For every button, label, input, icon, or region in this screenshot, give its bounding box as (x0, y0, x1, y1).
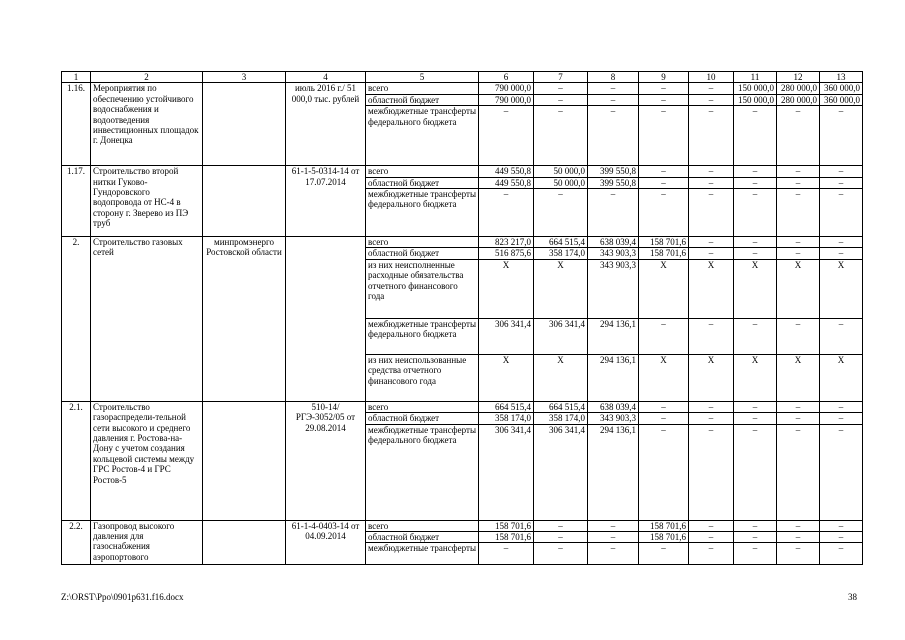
amount-cell: 790 000,0 (479, 83, 534, 94)
amount-cell: – (777, 189, 820, 237)
amount-cell: 358 174,0 (534, 248, 588, 259)
item-executor: минпромэнерго Ростовской области (203, 237, 286, 402)
amount-cell: – (734, 106, 777, 166)
amount-cell: – (689, 177, 734, 188)
item-name: Строительство второй нитки Гуково-Гундоровского водопровода от НС-4 в сторону г. Зверево из ПЭ труб (91, 166, 203, 237)
amount-cell: X (534, 259, 588, 318)
item-name: Строительство газовых сетей (91, 237, 203, 402)
amount-cell: 360 000,0 (820, 94, 863, 105)
col-header: 1 (62, 72, 91, 83)
amount-cell: X (777, 259, 820, 318)
table-row (62, 237, 863, 248)
amount-cell: X (777, 354, 820, 401)
item-document: 510-14/РГЭ-3052/05 от 29.08.2014 (286, 401, 366, 520)
amount-cell: – (820, 189, 863, 237)
col-header: 11 (734, 72, 777, 83)
file-path: Z:\ORST\Ppo\0901p631.f16.docx (61, 592, 184, 602)
amount-cell: – (689, 106, 734, 166)
budget-table (61, 71, 863, 565)
amount-cell: X (689, 259, 734, 318)
amount-cell: 50 000,0 (534, 177, 588, 188)
amount-cell: – (534, 543, 588, 565)
amount-cell: 823 217,0 (479, 237, 534, 248)
amount-cell: X (639, 354, 689, 401)
amount-cell: – (689, 94, 734, 105)
table-body (62, 83, 863, 565)
item-document: 61-1-5-0314-14 от 17.07.2014 (286, 166, 366, 237)
amount-cell: 358 174,0 (479, 413, 534, 424)
amount-cell: 280 000,0 (777, 83, 820, 94)
amount-cell: 360 000,0 (820, 83, 863, 94)
funding-source: всего (366, 83, 479, 94)
amount-cell: – (689, 532, 734, 543)
funding-source: областной бюджет (366, 94, 479, 105)
amount-cell: 158 701,6 (639, 237, 689, 248)
item-name: Газопровод высокого давления для газоснабжения аэропортового (91, 520, 203, 565)
amount-cell: – (639, 401, 689, 412)
header-row (62, 72, 863, 83)
amount-cell: 294 136,1 (588, 318, 639, 354)
amount-cell: – (534, 83, 588, 94)
amount-cell: 358 174,0 (534, 413, 588, 424)
amount-cell: – (734, 318, 777, 354)
amount-cell: – (820, 318, 863, 354)
amount-cell: – (534, 189, 588, 237)
funding-source: всего (366, 237, 479, 248)
funding-source: межбюджетные трансферты федерального бюджета (366, 318, 479, 354)
amount-cell: – (777, 106, 820, 166)
amount-cell: – (734, 189, 777, 237)
amount-cell: 790 000,0 (479, 94, 534, 105)
table-row (62, 166, 863, 177)
amount-cell: – (820, 166, 863, 177)
table-row (62, 520, 863, 531)
amount-cell: 449 550,8 (479, 166, 534, 177)
item-name: Мероприятия по обеспечению устойчивого водоснабжения и водоотведения инвестиционных площадок г. Донецка (91, 83, 203, 166)
table-row (62, 401, 863, 412)
amount-cell: 664 515,4 (479, 401, 534, 412)
amount-cell: – (777, 318, 820, 354)
amount-cell: X (689, 354, 734, 401)
amount-cell: – (820, 520, 863, 531)
amount-cell: 158 701,6 (639, 248, 689, 259)
item-document: 61-1-4-0403-14 от 04.09.2014 (286, 520, 366, 565)
amount-cell: – (820, 413, 863, 424)
item-document: июль 2016 г./ 51 000,0 тыс. рублей (286, 83, 366, 166)
amount-cell: 50 000,0 (534, 166, 588, 177)
amount-cell: – (689, 401, 734, 412)
amount-cell: X (820, 259, 863, 318)
item-document (286, 237, 366, 402)
amount-cell: – (734, 177, 777, 188)
amount-cell: X (479, 354, 534, 401)
funding-source: областной бюджет (366, 248, 479, 259)
item-number: 2.2. (62, 520, 91, 565)
item-executor (203, 520, 286, 565)
amount-cell: – (820, 401, 863, 412)
amount-cell: – (639, 318, 689, 354)
amount-cell: 294 136,1 (588, 354, 639, 401)
funding-source: межбюджетные трансферты федерального бюджета (366, 189, 479, 237)
item-executor (203, 166, 286, 237)
amount-cell: – (820, 106, 863, 166)
amount-cell: 306 341,4 (534, 424, 588, 520)
amount-cell: – (734, 166, 777, 177)
amount-cell: – (820, 177, 863, 188)
amount-cell: – (734, 543, 777, 565)
amount-cell: – (689, 237, 734, 248)
amount-cell: – (639, 543, 689, 565)
col-header: 6 (479, 72, 534, 83)
amount-cell: – (820, 532, 863, 543)
amount-cell: 516 875,6 (479, 248, 534, 259)
funding-source: всего (366, 166, 479, 177)
col-header: 10 (689, 72, 734, 83)
amount-cell: – (689, 520, 734, 531)
amount-cell: X (479, 259, 534, 318)
amount-cell: – (534, 520, 588, 531)
funding-source: областной бюджет (366, 532, 479, 543)
funding-source: из них неисполненные расходные обязательства отчетного финансового года (366, 259, 479, 318)
amount-cell: 399 550,8 (588, 177, 639, 188)
amount-cell: – (639, 177, 689, 188)
amount-cell: X (534, 354, 588, 401)
page-number: 38 (848, 592, 857, 602)
col-header: 7 (534, 72, 588, 83)
amount-cell: 664 515,4 (534, 401, 588, 412)
funding-source: межбюджетные трансферты федерального бюджета (366, 424, 479, 520)
amount-cell: 306 341,4 (534, 318, 588, 354)
amount-cell: – (777, 248, 820, 259)
amount-cell: – (534, 532, 588, 543)
amount-cell: 343 903,3 (588, 259, 639, 318)
item-executor (203, 83, 286, 166)
amount-cell: X (734, 354, 777, 401)
amount-cell: 306 341,4 (479, 424, 534, 520)
amount-cell: – (689, 189, 734, 237)
amount-cell: – (588, 532, 639, 543)
amount-cell: – (777, 532, 820, 543)
col-header: 13 (820, 72, 863, 83)
amount-cell: 158 701,6 (479, 532, 534, 543)
amount-cell: – (777, 543, 820, 565)
amount-cell: 399 550,8 (588, 166, 639, 177)
amount-cell: – (588, 543, 639, 565)
col-header: 2 (91, 72, 203, 83)
amount-cell: 280 000,0 (777, 94, 820, 105)
amount-cell: – (639, 413, 689, 424)
amount-cell: – (734, 413, 777, 424)
amount-cell: 158 701,6 (479, 520, 534, 531)
col-header: 3 (203, 72, 286, 83)
amount-cell: 343 903,3 (588, 248, 639, 259)
amount-cell: – (820, 237, 863, 248)
amount-cell: – (734, 424, 777, 520)
item-number: 2. (62, 237, 91, 402)
amount-cell: – (689, 248, 734, 259)
amount-cell: – (639, 106, 689, 166)
item-number: 1.17. (62, 166, 91, 237)
amount-cell: – (588, 189, 639, 237)
amount-cell: – (777, 401, 820, 412)
amount-cell: 294 136,1 (588, 424, 639, 520)
amount-cell: – (639, 189, 689, 237)
item-name: Строительство газораспредели-тельной сети высокого и среднего давления г. Ростова-на-Дону с учетом создания кольцевой системы между ГРС Ростов-4 и ГРС Ростов-5 (91, 401, 203, 520)
amount-cell: – (734, 401, 777, 412)
amount-cell: – (534, 106, 588, 166)
amount-cell: – (777, 520, 820, 531)
amount-cell: 664 515,4 (534, 237, 588, 248)
amount-cell: – (639, 94, 689, 105)
amount-cell: X (639, 259, 689, 318)
col-header: 9 (639, 72, 689, 83)
col-header: 12 (777, 72, 820, 83)
amount-cell: – (777, 177, 820, 188)
amount-cell: 638 039,4 (588, 401, 639, 412)
amount-cell: – (639, 83, 689, 94)
item-executor (203, 401, 286, 520)
amount-cell: – (777, 413, 820, 424)
amount-cell: X (734, 259, 777, 318)
amount-cell: – (689, 318, 734, 354)
funding-source: областной бюджет (366, 413, 479, 424)
amount-cell: 306 341,4 (479, 318, 534, 354)
amount-cell: – (689, 424, 734, 520)
funding-source: из них неиспользованные средства отчетного финансового года (366, 354, 479, 401)
funding-source: межбюджетные трансферты федерального бюджета (366, 106, 479, 166)
amount-cell: 343 903,3 (588, 413, 639, 424)
col-header: 8 (588, 72, 639, 83)
col-header: 5 (366, 72, 479, 83)
amount-cell: – (588, 106, 639, 166)
amount-cell: 150 000,0 (734, 83, 777, 94)
amount-cell: – (689, 83, 734, 94)
amount-cell: – (639, 424, 689, 520)
amount-cell: 638 039,4 (588, 237, 639, 248)
amount-cell: – (479, 106, 534, 166)
amount-cell: 158 701,6 (639, 532, 689, 543)
amount-cell: – (777, 237, 820, 248)
amount-cell: 150 000,0 (734, 94, 777, 105)
amount-cell: – (534, 94, 588, 105)
amount-cell: – (734, 248, 777, 259)
funding-source: всего (366, 520, 479, 531)
amount-cell: – (639, 166, 689, 177)
amount-cell: – (479, 543, 534, 565)
amount-cell: – (734, 532, 777, 543)
amount-cell: – (588, 520, 639, 531)
amount-cell: – (689, 543, 734, 565)
amount-cell: – (777, 166, 820, 177)
amount-cell: X (820, 354, 863, 401)
funding-source: всего (366, 401, 479, 412)
amount-cell: 449 550,8 (479, 177, 534, 188)
item-number: 2.1. (62, 401, 91, 520)
amount-cell: – (588, 94, 639, 105)
amount-cell: – (777, 424, 820, 520)
amount-cell: – (734, 520, 777, 531)
table-row (62, 83, 863, 94)
amount-cell: 158 701,6 (639, 520, 689, 531)
amount-cell: – (689, 413, 734, 424)
amount-cell: – (820, 543, 863, 565)
amount-cell: – (588, 83, 639, 94)
funding-source: межбюджетные трансферты (366, 543, 479, 565)
col-header: 4 (286, 72, 366, 83)
amount-cell: – (689, 166, 734, 177)
amount-cell: – (820, 248, 863, 259)
amount-cell: – (820, 424, 863, 520)
amount-cell: – (479, 189, 534, 237)
item-number: 1.16. (62, 83, 91, 166)
funding-source: областной бюджет (366, 177, 479, 188)
amount-cell: – (734, 237, 777, 248)
